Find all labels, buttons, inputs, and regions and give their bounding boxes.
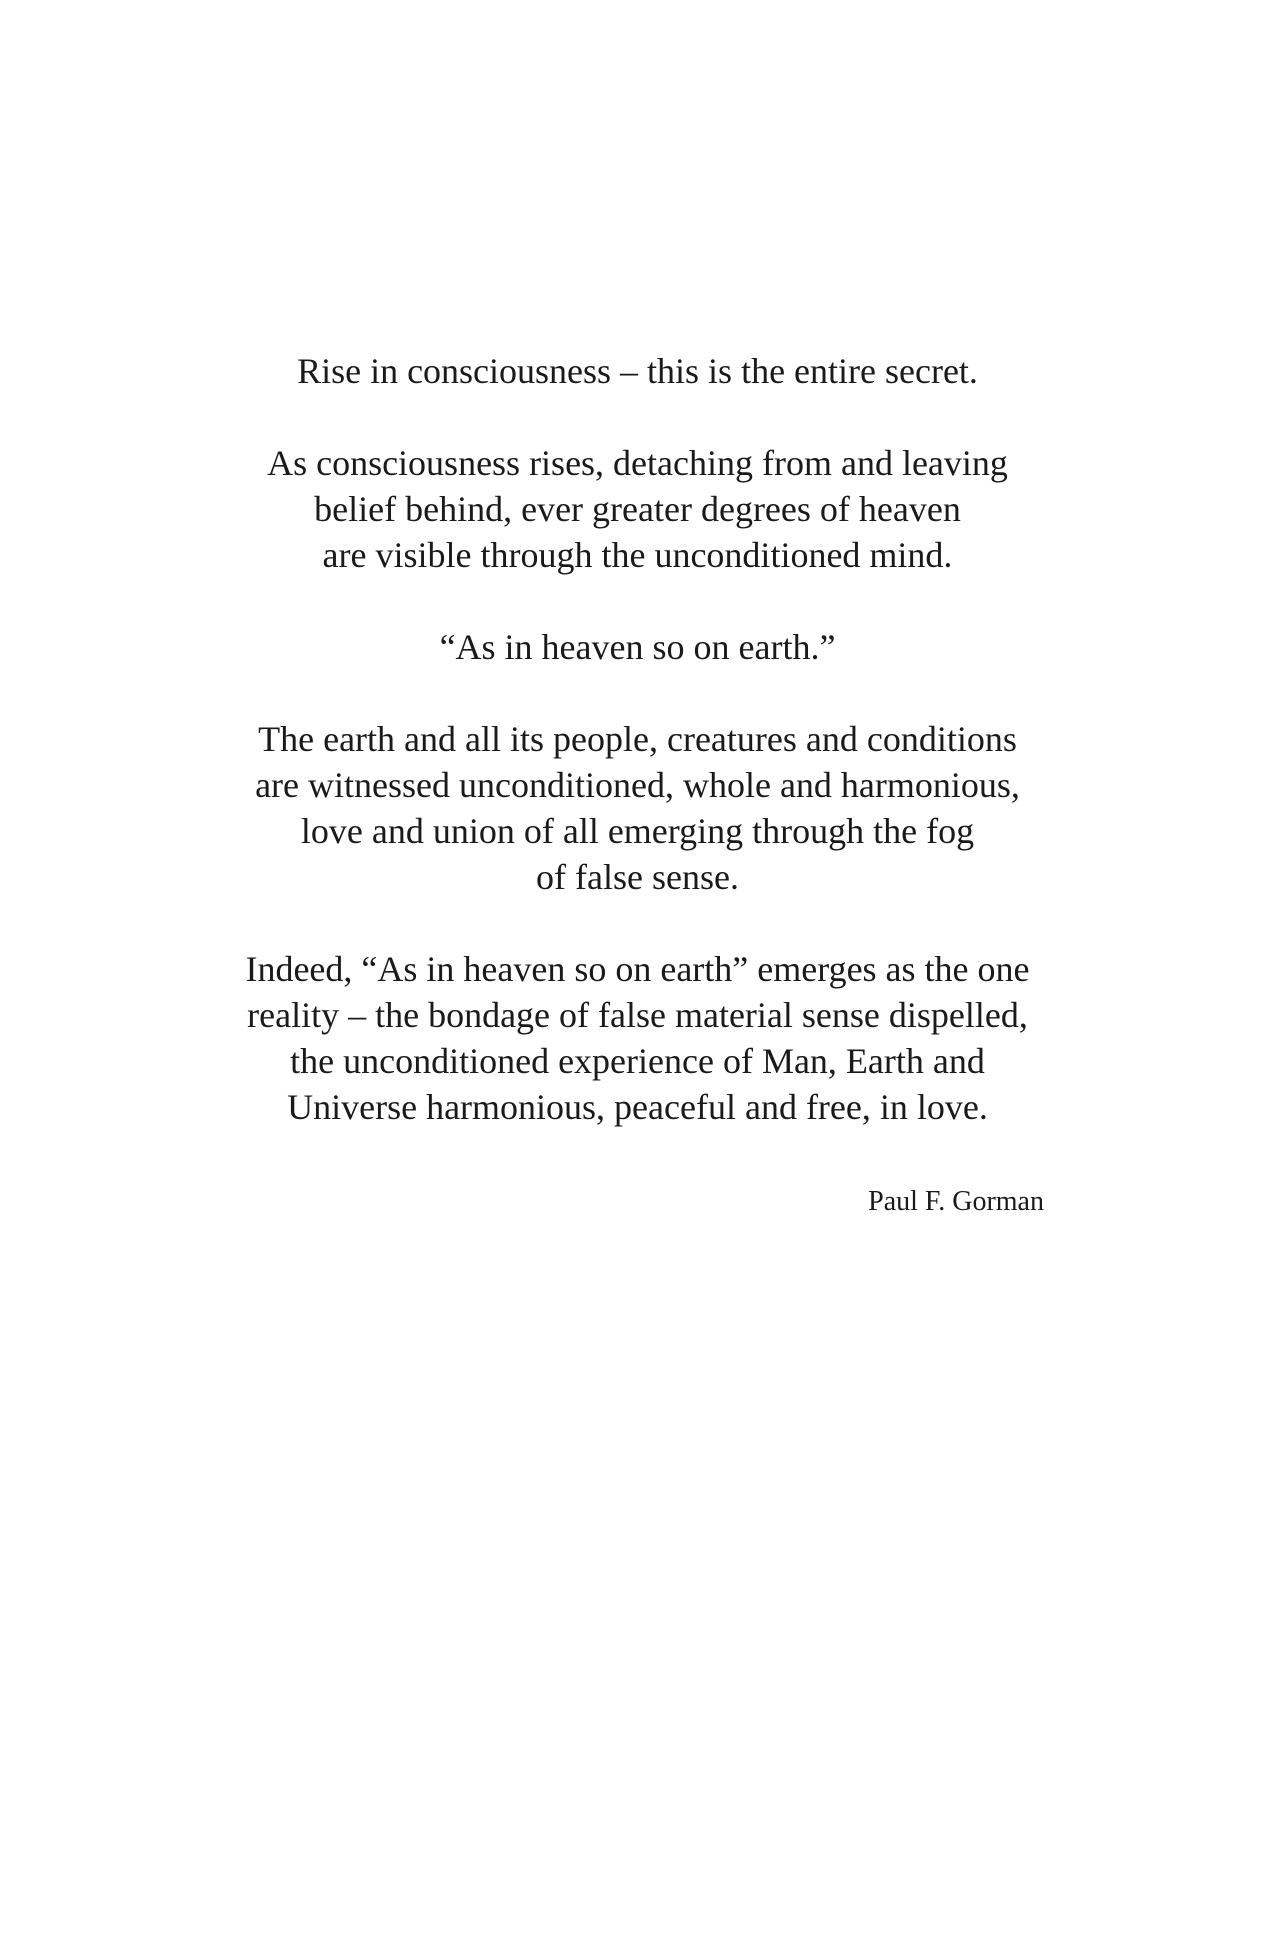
stanza-line: “As in heaven so on earth.” (439, 627, 836, 667)
stanza-line: of false sense. (536, 857, 739, 897)
stanza-5 (0, 946, 1275, 1130)
stanza-line: are visible through the unconditioned mind. (322, 535, 953, 575)
stanza-2 (0, 440, 1275, 578)
stanza-line: are witnessed unconditioned, whole and harmonious, (255, 765, 1020, 805)
poem-text (0, 348, 1275, 1176)
stanza-4 (0, 716, 1275, 900)
stanza-line: reality – the bondage of false material sense dispelled, (247, 995, 1028, 1035)
stanza-line: Rise in consciousness – this is the entire secret. (297, 351, 978, 391)
stanza-line: As consciousness rises, detaching from and leaving (267, 443, 1008, 483)
stanza-3 (0, 624, 1275, 670)
stanza-line: Indeed, “As in heaven so on earth” emerges as the one (245, 949, 1030, 989)
stanza-line: Universe harmonious, peaceful and free, in love. (287, 1087, 988, 1127)
stanza-1 (0, 348, 1275, 394)
stanza-line: love and union of all emerging through the fog (300, 811, 975, 851)
author-signature: Paul F. Gorman (868, 1186, 1044, 1217)
stanza-line: The earth and all its people, creatures and conditions (258, 719, 1017, 759)
stanza-line: the unconditioned experience of Man, Earth and (290, 1041, 985, 1081)
stanza-line: belief behind, ever greater degrees of heaven (314, 489, 961, 529)
